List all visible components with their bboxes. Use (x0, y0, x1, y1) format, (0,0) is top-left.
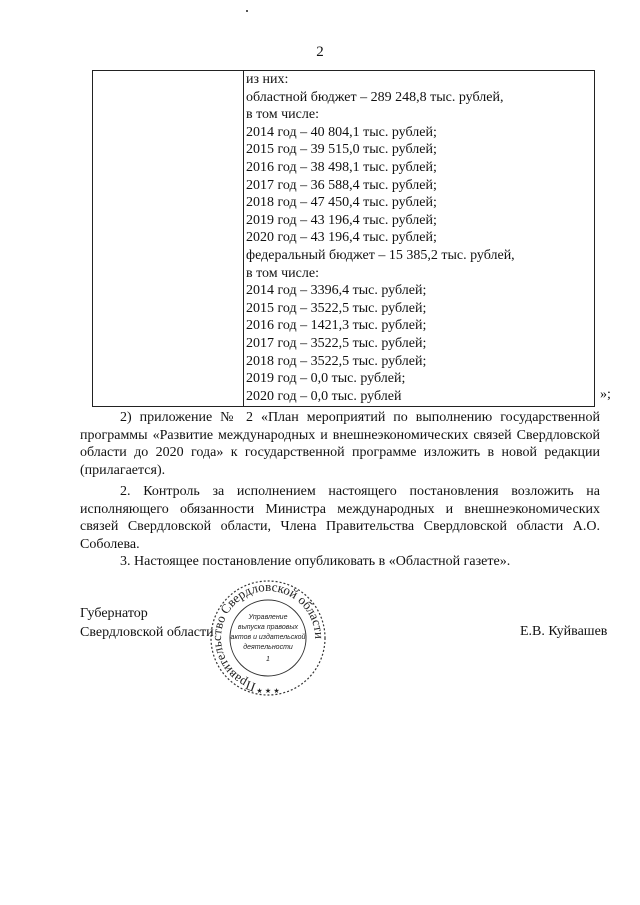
signature-title (80, 604, 214, 642)
table-line: 2016 год – 1421,3 тыс. рублей; (246, 318, 427, 334)
stamp-inner-line: деятельности (243, 644, 293, 651)
table-line: 2020 год – 0,0 тыс. рублей (246, 388, 402, 404)
page-number: 2 (316, 44, 324, 60)
table-line: областной бюджет – 289 248,8 тыс. рублей, (246, 89, 504, 105)
financing-table (92, 70, 595, 407)
stamp-inner-line: 1 (266, 656, 270, 663)
table-line: в том числе: (246, 265, 319, 281)
paragraph-appendix: 2) приложение № 2 «План мероприятий по выполнению государственной программы «Развитие международных и внешнеэкономических связей Свердловской области до 2020 года» к государственной программе изложить в новой редакции (прилагается). (80, 410, 600, 478)
table-line: 2019 год – 43 196,4 тыс. рублей; (246, 212, 437, 228)
table-line: в том числе: (246, 107, 319, 123)
signature-title-line2: Свердловской области (80, 625, 214, 640)
table-line: 2017 год – 36 588,4 тыс. рублей; (246, 177, 437, 193)
table-line: 2015 год – 3522,5 тыс. рублей; (246, 300, 427, 316)
stamp-inner-line: актов и издательской (230, 634, 306, 641)
stamp-inner-line: Управление (248, 614, 288, 621)
closing-quote: »; (600, 387, 611, 402)
table-line: 2016 год – 38 498,1 тыс. рублей; (246, 159, 437, 175)
stamp-stars: ★ ★ ★ (256, 687, 280, 695)
paragraph-control: 2. Контроль за исполнением настоящего постановления возложить на исполняющего обязанности Министра международных и внешнеэкономических связей Свердловской области, Члена Правительства Свердловской области А.О. Соболева. (80, 484, 600, 552)
stamp-outer-text: Правительство Свердловской области (209, 580, 328, 696)
signature-title-line1: Губернатор (80, 606, 148, 621)
table-line: 2019 год – 0,0 тыс. рублей; (246, 371, 406, 387)
paragraph-publish: 3. Настоящее постановление опубликовать в «Областной газете». (120, 554, 511, 569)
scan-speck (246, 10, 248, 12)
table-line: 2014 год – 40 804,1 тыс. рублей; (246, 124, 437, 140)
table-line: из них: (246, 72, 289, 87)
table-line: 2014 год – 3396,4 тыс. рублей; (246, 283, 427, 299)
signature-name: Е.В. Куйвашев (520, 624, 608, 639)
table-line: 2018 год – 3522,5 тыс. рублей; (246, 353, 427, 369)
table-line: федеральный бюджет – 15 385,2 тыс. рублей, (246, 247, 515, 263)
stamp-inner-line: выпуска правовых (237, 624, 299, 631)
table-line: 2020 год – 43 196,4 тыс. рублей; (246, 230, 437, 246)
table-line: 2018 год – 47 450,4 тыс. рублей; (246, 195, 437, 211)
table-line: 2015 год – 39 515,0 тыс. рублей; (246, 142, 437, 158)
official-stamp (203, 580, 333, 698)
table-column-divider (243, 71, 244, 406)
table-line: 2017 год – 3522,5 тыс. рублей; (246, 335, 427, 351)
financing-cell (246, 71, 515, 405)
